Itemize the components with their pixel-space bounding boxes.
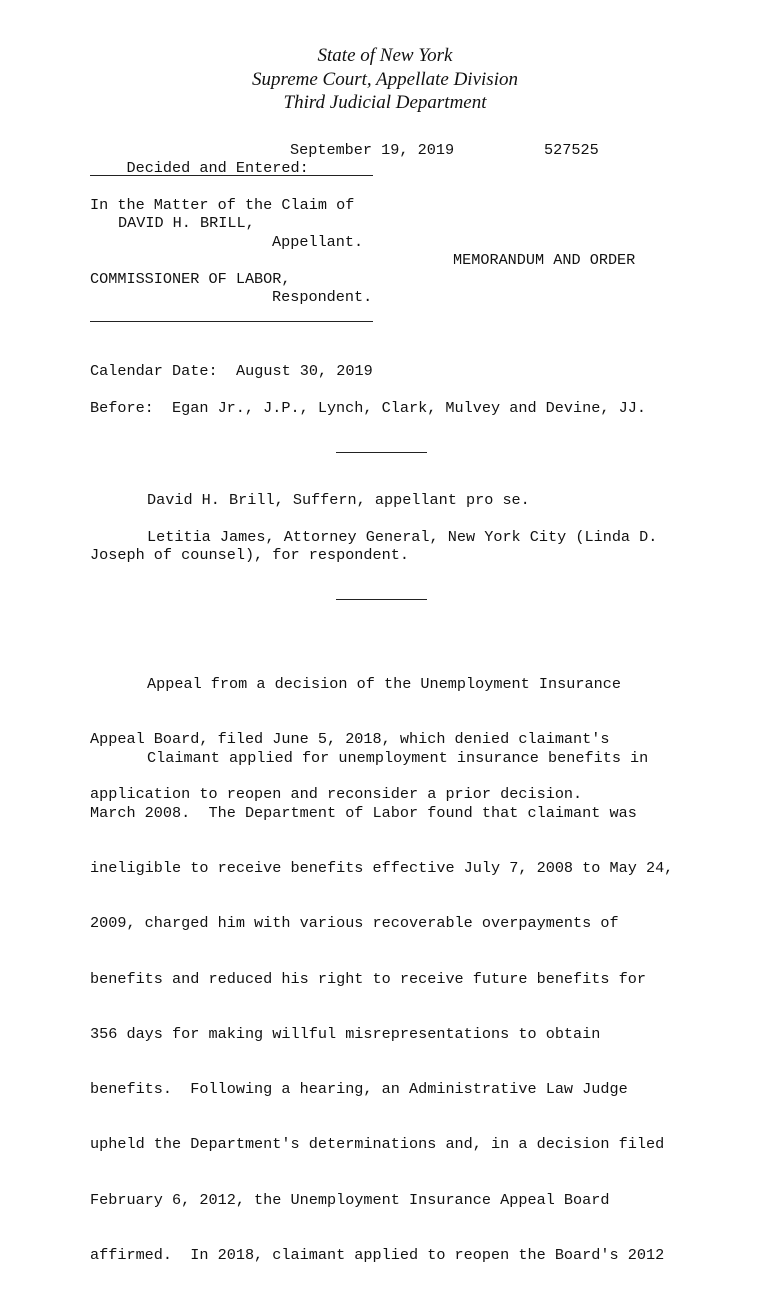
docket-number: 527525 [544, 141, 599, 159]
caption-claimant: DAVID H. BRILL, [118, 214, 255, 232]
decided-date: September 19, 2019 [290, 141, 455, 159]
court-department: Third Judicial Department [283, 92, 487, 113]
caption-top-rule [90, 175, 373, 176]
bench-label: Before: [90, 399, 154, 417]
body-line: 2009, charged him with various recoverable overpayments of [90, 914, 619, 933]
body-line: upheld the Department's determinations and, in a decision filed [90, 1135, 665, 1154]
caption-matter-line: In the Matter of the Claim of [90, 196, 355, 214]
body-line: Appeal from a decision of the Unemployment Insurance [147, 674, 621, 693]
order-type: MEMORANDUM AND ORDER [453, 251, 636, 269]
body-line: March 2008. The Department of Labor found that claimant was [90, 804, 637, 823]
body-line: affirmed. In 2018, claimant applied to reopen the Board's 2012 [90, 1245, 665, 1264]
calendar-label: Calendar Date: [90, 362, 218, 380]
court-state: State of New York [317, 45, 453, 66]
caption-respondent: COMMISSIONER OF LABOR, [90, 270, 291, 288]
body-line: February 6, 2012, the Unemployment Insurance Appeal Board [90, 1190, 610, 1209]
counsel-respondent-line2: Joseph of counsel), for respondent. [90, 546, 409, 564]
court-name: Supreme Court, Appellate Division [252, 68, 518, 90]
calendar-date: August 30, 2019 [236, 362, 373, 380]
section-divider-1 [336, 452, 427, 453]
counsel-respondent-line1: Letitia James, Attorney General, New York City (Linda D. [147, 528, 658, 546]
decided-line [90, 141, 309, 195]
caption-respondent-role: Respondent. [272, 288, 373, 306]
body-line: ineligible to receive benefits effective July 7, 2008 to May 24, [90, 859, 674, 878]
bench-justices: Egan Jr., J.P., Lynch, Clark, Mulvey and Devine, JJ. [172, 399, 646, 417]
body-line: application to reopen and reconsider a prior decision. [90, 785, 583, 804]
caption-claimant-role: Appellant. [272, 233, 364, 251]
body-line: benefits and reduced his right to receive future benefits for [90, 969, 646, 988]
decided-label: Decided and Entered: [126, 159, 309, 177]
counsel-appellant: David H. Brill, Suffern, appellant pro se. [147, 491, 530, 509]
body-line: benefits. Following a hearing, an Administrative Law Judge [90, 1080, 628, 1099]
body-line: Appeal Board, filed June 5, 2018, which denied claimant's [90, 730, 610, 749]
body-line: 356 days for making willful misrepresentations to obtain [90, 1024, 601, 1043]
section-divider-2 [336, 599, 427, 600]
body-line: Claimant applied for unemployment insurance benefits in [147, 748, 649, 767]
court-header [0, 44, 770, 115]
caption-bottom-rule [90, 321, 373, 322]
body-paragraph-2 [90, 712, 673, 1301]
